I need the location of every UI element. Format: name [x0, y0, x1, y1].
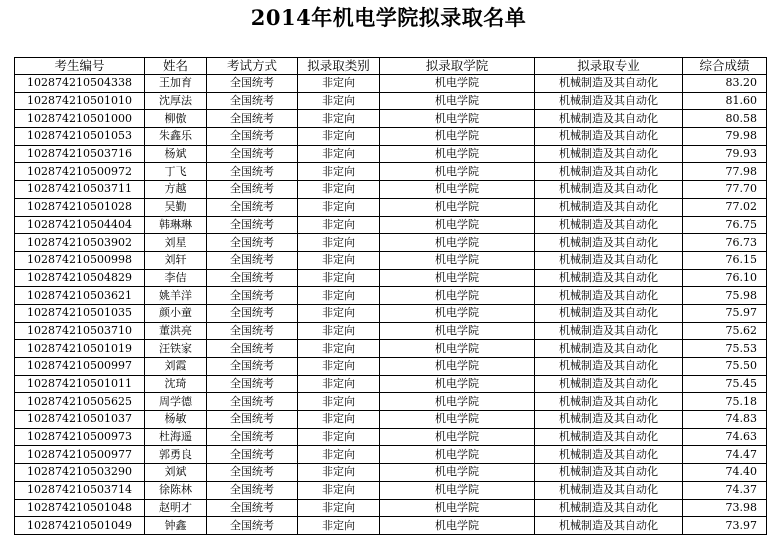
cell-exam-mode: 全国统考	[207, 287, 298, 305]
cell-exam-mode: 全国统考	[207, 234, 298, 252]
cell-college: 机电学院	[380, 163, 535, 181]
cell-major: 机械制造及其自动化	[535, 428, 683, 446]
cell-exam-mode: 全国统考	[207, 499, 298, 517]
table-row	[15, 287, 767, 305]
cell-college: 机电学院	[380, 216, 535, 234]
cell-exam-mode: 全国统考	[207, 411, 298, 429]
cell-name: 徐陈林	[145, 481, 207, 499]
table-row	[15, 481, 767, 499]
table-row	[15, 340, 767, 358]
cell-major: 机械制造及其自动化	[535, 251, 683, 269]
cell-college: 机电学院	[380, 322, 535, 340]
table-row	[15, 446, 767, 464]
cell-college: 机电学院	[380, 269, 535, 287]
cell-exam-mode: 全国统考	[207, 163, 298, 181]
cell-college: 机电学院	[380, 304, 535, 322]
cell-admit-type: 非定向	[298, 517, 380, 535]
header-admit-type: 拟录取类别	[298, 58, 380, 75]
cell-college: 机电学院	[380, 481, 535, 499]
cell-college: 机电学院	[380, 411, 535, 429]
cell-admit-type: 非定向	[298, 464, 380, 482]
cell-major: 机械制造及其自动化	[535, 92, 683, 110]
cell-exam-mode: 全国统考	[207, 75, 298, 93]
cell-score: 80.58	[683, 110, 767, 128]
cell-exam-mode: 全国统考	[207, 428, 298, 446]
cell-admit-type: 非定向	[298, 128, 380, 146]
cell-admit-type: 非定向	[298, 251, 380, 269]
cell-admit-type: 非定向	[298, 340, 380, 358]
cell-major: 机械制造及其自动化	[535, 110, 683, 128]
cell-exam-mode: 全国统考	[207, 375, 298, 393]
cell-score: 77.02	[683, 198, 767, 216]
cell-major: 机械制造及其自动化	[535, 499, 683, 517]
cell-admit-type: 非定向	[298, 75, 380, 93]
cell-name: 杨斌	[145, 145, 207, 163]
cell-admit-type: 非定向	[298, 234, 380, 252]
cell-major: 机械制造及其自动化	[535, 163, 683, 181]
cell-admit-type: 非定向	[298, 446, 380, 464]
cell-score: 76.10	[683, 269, 767, 287]
admission-table	[14, 57, 767, 535]
cell-name: 沈厚法	[145, 92, 207, 110]
cell-major: 机械制造及其自动化	[535, 287, 683, 305]
table-header-row	[15, 58, 767, 75]
cell-exam-id: 102874210503711	[15, 181, 145, 199]
cell-exam-mode: 全国统考	[207, 393, 298, 411]
cell-admit-type: 非定向	[298, 198, 380, 216]
cell-college: 机电学院	[380, 393, 535, 411]
cell-college: 机电学院	[380, 428, 535, 446]
cell-exam-mode: 全国统考	[207, 181, 298, 199]
cell-admit-type: 非定向	[298, 216, 380, 234]
cell-score: 75.45	[683, 375, 767, 393]
cell-admit-type: 非定向	[298, 411, 380, 429]
cell-admit-type: 非定向	[298, 181, 380, 199]
cell-exam-mode: 全国统考	[207, 322, 298, 340]
cell-score: 75.98	[683, 287, 767, 305]
cell-exam-mode: 全国统考	[207, 251, 298, 269]
cell-exam-id: 102874210503714	[15, 481, 145, 499]
cell-college: 机电学院	[380, 464, 535, 482]
cell-college: 机电学院	[380, 251, 535, 269]
cell-college: 机电学院	[380, 375, 535, 393]
cell-college: 机电学院	[380, 287, 535, 305]
cell-exam-mode: 全国统考	[207, 216, 298, 234]
table-row	[15, 251, 767, 269]
table-row	[15, 269, 767, 287]
page-title: 2014年机电学院拟录取名单	[250, 5, 527, 30]
table-row	[15, 198, 767, 216]
cell-score: 77.70	[683, 181, 767, 199]
cell-exam-id: 102874210501019	[15, 340, 145, 358]
table-row	[15, 234, 767, 252]
cell-college: 机电学院	[380, 446, 535, 464]
cell-admit-type: 非定向	[298, 481, 380, 499]
cell-exam-id: 102874210503290	[15, 464, 145, 482]
table-row	[15, 464, 767, 482]
table-row	[15, 216, 767, 234]
cell-name: 王加育	[145, 75, 207, 93]
cell-name: 钟鑫	[145, 517, 207, 535]
cell-major: 机械制造及其自动化	[535, 75, 683, 93]
cell-name: 刘霞	[145, 358, 207, 376]
cell-major: 机械制造及其自动化	[535, 304, 683, 322]
cell-score: 75.18	[683, 393, 767, 411]
table-row	[15, 499, 767, 517]
header-college: 拟录取学院	[380, 58, 535, 75]
cell-name: 方越	[145, 181, 207, 199]
cell-exam-id: 102874210503902	[15, 234, 145, 252]
cell-admit-type: 非定向	[298, 428, 380, 446]
cell-name: 赵明才	[145, 499, 207, 517]
cell-exam-id: 102874210501037	[15, 411, 145, 429]
cell-name: 周学德	[145, 393, 207, 411]
cell-exam-id: 102874210501011	[15, 375, 145, 393]
table-row	[15, 411, 767, 429]
cell-admit-type: 非定向	[298, 304, 380, 322]
table-row	[15, 92, 767, 110]
cell-name: 丁飞	[145, 163, 207, 181]
header-name: 姓名	[145, 58, 207, 75]
cell-score: 83.20	[683, 75, 767, 93]
cell-exam-mode: 全国统考	[207, 145, 298, 163]
cell-admit-type: 非定向	[298, 92, 380, 110]
cell-exam-mode: 全国统考	[207, 128, 298, 146]
cell-name: 沈琦	[145, 375, 207, 393]
cell-exam-id: 102874210504338	[15, 75, 145, 93]
cell-major: 机械制造及其自动化	[535, 375, 683, 393]
cell-name: 杜海遥	[145, 428, 207, 446]
cell-score: 73.97	[683, 517, 767, 535]
cell-admit-type: 非定向	[298, 375, 380, 393]
cell-exam-mode: 全国统考	[207, 517, 298, 535]
cell-major: 机械制造及其自动化	[535, 340, 683, 358]
cell-name: 刘斌	[145, 464, 207, 482]
cell-exam-id: 102874210503710	[15, 322, 145, 340]
cell-major: 机械制造及其自动化	[535, 216, 683, 234]
cell-major: 机械制造及其自动化	[535, 234, 683, 252]
cell-college: 机电学院	[380, 181, 535, 199]
cell-score: 79.98	[683, 128, 767, 146]
cell-score: 74.63	[683, 428, 767, 446]
cell-admit-type: 非定向	[298, 322, 380, 340]
cell-exam-id: 102874210504829	[15, 269, 145, 287]
cell-major: 机械制造及其自动化	[535, 198, 683, 216]
cell-exam-id: 102874210500998	[15, 251, 145, 269]
table-row	[15, 428, 767, 446]
table-row	[15, 181, 767, 199]
cell-college: 机电学院	[380, 110, 535, 128]
cell-admit-type: 非定向	[298, 163, 380, 181]
table-row	[15, 358, 767, 376]
cell-college: 机电学院	[380, 340, 535, 358]
cell-exam-id: 102874210504404	[15, 216, 145, 234]
cell-admit-type: 非定向	[298, 287, 380, 305]
cell-major: 机械制造及其自动化	[535, 517, 683, 535]
cell-admit-type: 非定向	[298, 358, 380, 376]
cell-score: 81.60	[683, 92, 767, 110]
table-row	[15, 110, 767, 128]
table-row	[15, 75, 767, 93]
cell-exam-id: 102874210501053	[15, 128, 145, 146]
table-row	[15, 128, 767, 146]
cell-exam-mode: 全国统考	[207, 446, 298, 464]
cell-exam-mode: 全国统考	[207, 269, 298, 287]
cell-name: 郭勇良	[145, 446, 207, 464]
header-exam-id: 考生编号	[15, 58, 145, 75]
cell-exam-mode: 全国统考	[207, 340, 298, 358]
cell-score: 75.97	[683, 304, 767, 322]
cell-exam-id: 102874210503621	[15, 287, 145, 305]
cell-name: 刘轩	[145, 251, 207, 269]
table-row	[15, 375, 767, 393]
cell-college: 机电学院	[380, 198, 535, 216]
cell-name: 杨敏	[145, 411, 207, 429]
cell-college: 机电学院	[380, 92, 535, 110]
cell-exam-mode: 全国统考	[207, 481, 298, 499]
table-row	[15, 304, 767, 322]
cell-exam-mode: 全国统考	[207, 464, 298, 482]
cell-exam-mode: 全国统考	[207, 358, 298, 376]
cell-college: 机电学院	[380, 75, 535, 93]
cell-exam-id: 102874210501000	[15, 110, 145, 128]
cell-major: 机械制造及其自动化	[535, 128, 683, 146]
cell-name: 刘星	[145, 234, 207, 252]
cell-admit-type: 非定向	[298, 499, 380, 517]
cell-score: 76.15	[683, 251, 767, 269]
cell-college: 机电学院	[380, 358, 535, 376]
cell-exam-mode: 全国统考	[207, 304, 298, 322]
header-major: 拟录取专业	[535, 58, 683, 75]
cell-exam-id: 102874210500972	[15, 163, 145, 181]
cell-major: 机械制造及其自动化	[535, 145, 683, 163]
cell-exam-id: 102874210500973	[15, 428, 145, 446]
cell-college: 机电学院	[380, 234, 535, 252]
table-row	[15, 163, 767, 181]
cell-exam-id: 102874210501048	[15, 499, 145, 517]
cell-score: 79.93	[683, 145, 767, 163]
cell-name: 汪铁家	[145, 340, 207, 358]
cell-major: 机械制造及其自动化	[535, 464, 683, 482]
table-row	[15, 393, 767, 411]
table-row	[15, 517, 767, 535]
cell-admit-type: 非定向	[298, 269, 380, 287]
cell-name: 吴勤	[145, 198, 207, 216]
cell-exam-id: 102874210505625	[15, 393, 145, 411]
cell-major: 机械制造及其自动化	[535, 269, 683, 287]
cell-name: 姚羊洋	[145, 287, 207, 305]
cell-name: 韩琳琳	[145, 216, 207, 234]
cell-exam-id: 102874210501049	[15, 517, 145, 535]
cell-college: 机电学院	[380, 499, 535, 517]
cell-score: 74.47	[683, 446, 767, 464]
cell-score: 75.53	[683, 340, 767, 358]
cell-exam-mode: 全国统考	[207, 92, 298, 110]
cell-exam-id: 102874210501028	[15, 198, 145, 216]
header-exam-mode: 考试方式	[207, 58, 298, 75]
cell-admit-type: 非定向	[298, 110, 380, 128]
cell-major: 机械制造及其自动化	[535, 358, 683, 376]
cell-admit-type: 非定向	[298, 393, 380, 411]
cell-score: 74.40	[683, 464, 767, 482]
cell-score: 76.73	[683, 234, 767, 252]
cell-score: 77.98	[683, 163, 767, 181]
header-score: 综合成绩	[683, 58, 767, 75]
cell-name: 颜小童	[145, 304, 207, 322]
cell-major: 机械制造及其自动化	[535, 181, 683, 199]
cell-score: 74.83	[683, 411, 767, 429]
cell-exam-mode: 全国统考	[207, 110, 298, 128]
cell-admit-type: 非定向	[298, 145, 380, 163]
cell-college: 机电学院	[380, 128, 535, 146]
cell-name: 李佶	[145, 269, 207, 287]
table-body	[15, 75, 767, 535]
cell-exam-id: 102874210501010	[15, 92, 145, 110]
cell-exam-mode: 全国统考	[207, 198, 298, 216]
cell-exam-id: 102874210500997	[15, 358, 145, 376]
cell-score: 75.50	[683, 358, 767, 376]
cell-college: 机电学院	[380, 517, 535, 535]
cell-major: 机械制造及其自动化	[535, 481, 683, 499]
cell-exam-id: 102874210500977	[15, 446, 145, 464]
cell-score: 73.98	[683, 499, 767, 517]
cell-name: 朱鑫乐	[145, 128, 207, 146]
cell-major: 机械制造及其自动化	[535, 446, 683, 464]
cell-name: 董洪亮	[145, 322, 207, 340]
cell-major: 机械制造及其自动化	[535, 322, 683, 340]
cell-score: 74.37	[683, 481, 767, 499]
cell-major: 机械制造及其自动化	[535, 411, 683, 429]
cell-name: 柳傲	[145, 110, 207, 128]
cell-college: 机电学院	[380, 145, 535, 163]
cell-exam-id: 102874210503716	[15, 145, 145, 163]
cell-major: 机械制造及其自动化	[535, 393, 683, 411]
cell-score: 76.75	[683, 216, 767, 234]
cell-exam-id: 102874210501035	[15, 304, 145, 322]
table-row	[15, 322, 767, 340]
table-row	[15, 145, 767, 163]
cell-score: 75.62	[683, 322, 767, 340]
